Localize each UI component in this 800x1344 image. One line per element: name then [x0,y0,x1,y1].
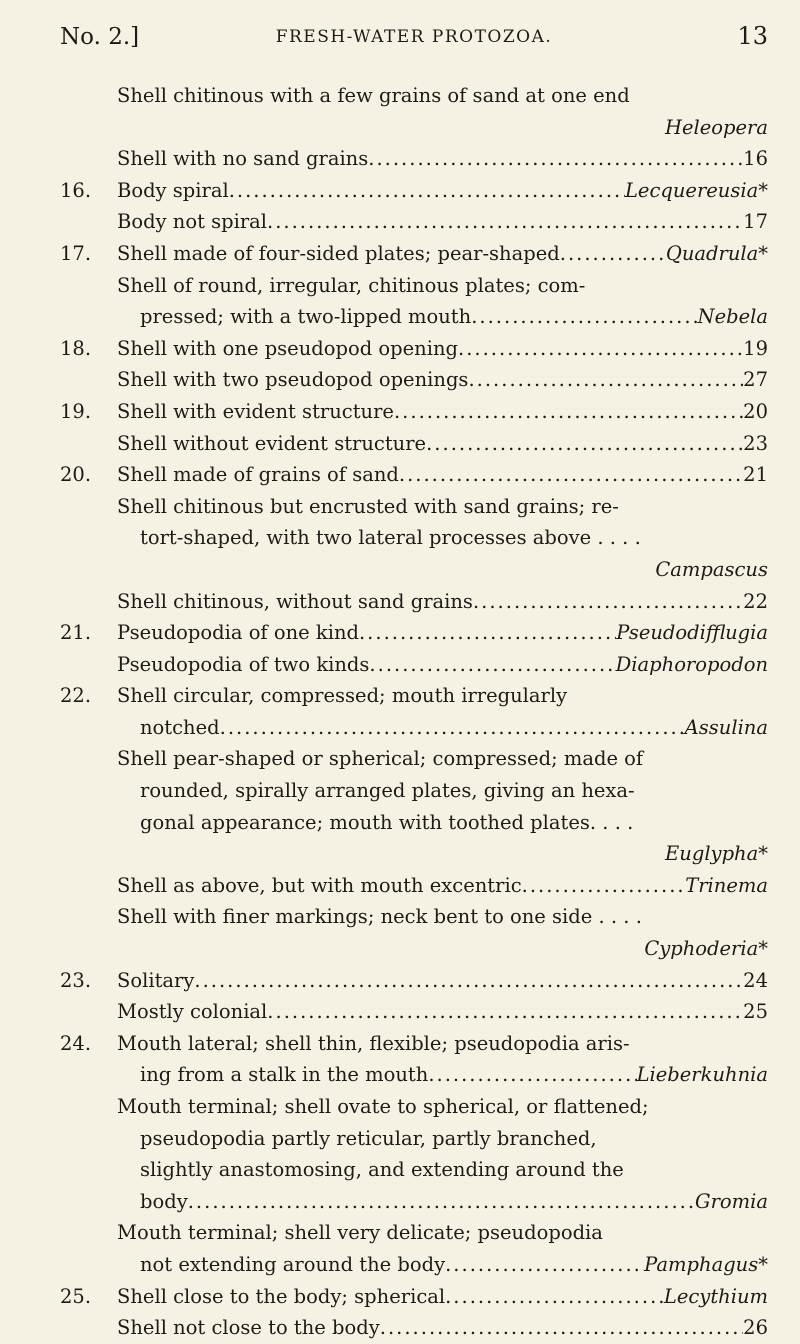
key-line [60,175,768,207]
genus-name: Quadrula* [665,241,768,265]
key-line-text: Body spiral [117,178,229,202]
key-line [60,491,768,523]
dot-leader [399,459,743,491]
key-line [60,554,768,586]
key-line-text: Pseudopodia of one kind [117,621,359,645]
genus-name: Lecythium [663,1284,768,1308]
key-line [60,775,768,807]
key-line [60,870,768,902]
key-line-text: rounded, spirally arranged plates, giving an hexa- [140,779,635,803]
dot-leader [426,428,743,460]
key-line [60,1217,768,1249]
key-line [60,270,768,302]
couplet-reference: 16 [743,147,768,171]
key-line [60,1186,768,1218]
dot-leader [458,333,743,365]
genus-name: Campascus [655,557,768,581]
couplet-reference: 24 [743,968,768,992]
key-line [60,364,768,396]
dot-leader [267,996,743,1028]
couplet-number: 18. [60,336,92,360]
key-line [60,965,768,997]
genus-name: Diaphoropodon [615,652,768,676]
couplet-reference: 23 [743,431,768,455]
running-title: FRESH-WATER PROTOZOA. [275,27,553,47]
key-line-text: Mouth lateral; shell thin, flexible; pseudopodia aris- [117,1031,630,1055]
dot-leader [471,301,697,333]
key-line [60,1059,768,1091]
key-line [60,617,768,649]
couplet-reference: 17 [743,210,768,234]
key-line [60,838,768,870]
key-line-text: Shell chitinous but encrusted with sand grains; re- [117,494,619,518]
couplet-reference: 22 [743,589,768,613]
key-line [60,206,768,238]
dot-leader [394,396,743,428]
dot-leader [368,143,743,175]
key-line-text: notched [140,715,220,739]
key-line [60,238,768,270]
genus-name: Gromia [695,1189,768,1213]
genus-name: Lecquereusia* [624,178,768,202]
couplet-number: 19. [60,399,92,423]
key-line [60,428,768,460]
key-line-text: Shell made of grains of sand [117,463,399,487]
couplet-number: 20. [60,463,92,487]
key-line [60,996,768,1028]
key-line-text: not extending around the body [140,1252,446,1276]
dot-leader [369,649,615,681]
key-line-text: tort-shaped, with two lateral processes above . . . . [140,526,641,550]
key-line [60,586,768,618]
genus-name: Cyphoderia* [644,937,768,961]
key-line [60,333,768,365]
couplet-number: 23. [60,968,92,992]
genus-name: Euglypha* [665,842,768,866]
key-line-text: Solitary [117,968,195,992]
couplet-reference: 21 [743,463,768,487]
dot-leader [380,1312,743,1344]
dot-leader [522,870,686,902]
couplet-number: 21. [60,621,92,645]
key-line [60,1249,768,1281]
couplet-reference: 27 [743,368,768,392]
key-line [60,649,768,681]
key-line-text: Shell circular, compressed; mouth irregularly [117,684,568,708]
dot-leader [445,1281,664,1313]
dot-leader [267,206,743,238]
key-line [60,743,768,775]
key-line-text: Shell chitinous, without sand grains [117,589,473,613]
key-line-text: Shell with no sand grains [117,147,369,171]
key-line-text: Shell without evident structure [117,431,427,455]
key-line-text: Shell not close to the body [117,1316,380,1340]
key-line-text: body [140,1189,188,1213]
key-line-text: Mouth terminal; shell very delicate; pseudopodia [117,1221,603,1245]
identification-key [60,80,768,1344]
dot-leader [194,965,743,997]
dot-leader [560,238,666,270]
key-line [60,112,768,144]
key-line-text: Shell as above, but with mouth excentric [117,873,522,897]
key-line [60,1091,768,1123]
key-line-text: ing from a stalk in the mouth [140,1063,429,1087]
couplet-number: 22. [60,684,92,708]
key-line-text: Shell with finer markings; neck bent to one side . . . . [117,905,642,929]
key-line-text: Mouth terminal; shell ovate to spherical, or flattened; [117,1095,649,1118]
key-line-text: pseudopodia partly reticular, partly branched, [140,1126,597,1150]
key-line-text: Mostly colonial [117,1000,268,1024]
key-line [60,807,768,839]
couplet-reference: 19 [743,336,768,360]
couplet-number: 17. [60,241,92,265]
dot-leader [468,364,743,396]
key-line-text: slightly anastomosing, and extending around the [140,1158,624,1182]
key-line-text: Shell of round, irregular, chitinous plates; com- [117,273,586,297]
key-line-text: Shell made of four-sided plates; pear-shaped [117,241,560,265]
genus-name: Nebela [697,305,768,329]
dot-leader [359,617,616,649]
key-line [60,1028,768,1060]
page-number: 13 [737,22,768,50]
couplet-number: 16. [60,178,92,202]
dot-leader [220,712,685,744]
key-line [60,396,768,428]
genus-name: Heleopera [664,115,768,139]
dot-leader [229,175,625,207]
dot-leader [473,586,743,618]
dot-leader [445,1249,644,1281]
key-line-text: Shell pear-shaped or spherical; compressed; made of [117,747,644,771]
key-line-text: Body not spiral [117,210,268,234]
key-line-text: Pseudopodia of two kinds [117,652,370,676]
key-line-text: Shell with evident structure [117,399,394,423]
dot-leader [428,1059,636,1091]
key-line [60,301,768,333]
couplet-reference: 20 [743,399,768,423]
key-line-text: Shell chitinous with a few grains of sand at one end [117,84,630,107]
key-line [60,143,768,175]
key-line [60,80,768,112]
genus-name: Trinema [685,873,768,897]
key-line [60,712,768,744]
key-line [60,522,768,554]
running-header [60,14,768,54]
key-line [60,1312,768,1344]
key-line-text: Shell close to the body; spherical [117,1284,446,1308]
key-line-text: Shell with two pseudopod openings [117,368,469,392]
couplet-reference: 26 [743,1316,768,1340]
key-line-text: pressed; with a two-lipped mouth [140,305,472,329]
key-line [60,1281,768,1313]
issue-number: No. 2.] [60,24,140,50]
key-line [60,1123,768,1155]
key-line-text: Shell with one pseudopod opening [117,336,459,360]
couplet-reference: 25 [743,1000,768,1024]
genus-name: Pseudodifflugia [616,621,768,645]
couplet-number: 24. [60,1031,92,1055]
genus-name: Assulina [684,715,768,739]
key-line [60,1154,768,1186]
genus-name: Lieberkuhnia [636,1063,768,1087]
couplet-number: 25. [60,1284,92,1308]
key-line [60,459,768,491]
genus-name: Pamphagus* [644,1252,768,1276]
key-line-text: gonal appearance; mouth with toothed plates. . . . [140,810,634,834]
key-line [60,933,768,965]
dot-leader [188,1186,695,1218]
key-line [60,680,768,712]
key-line [60,901,768,933]
